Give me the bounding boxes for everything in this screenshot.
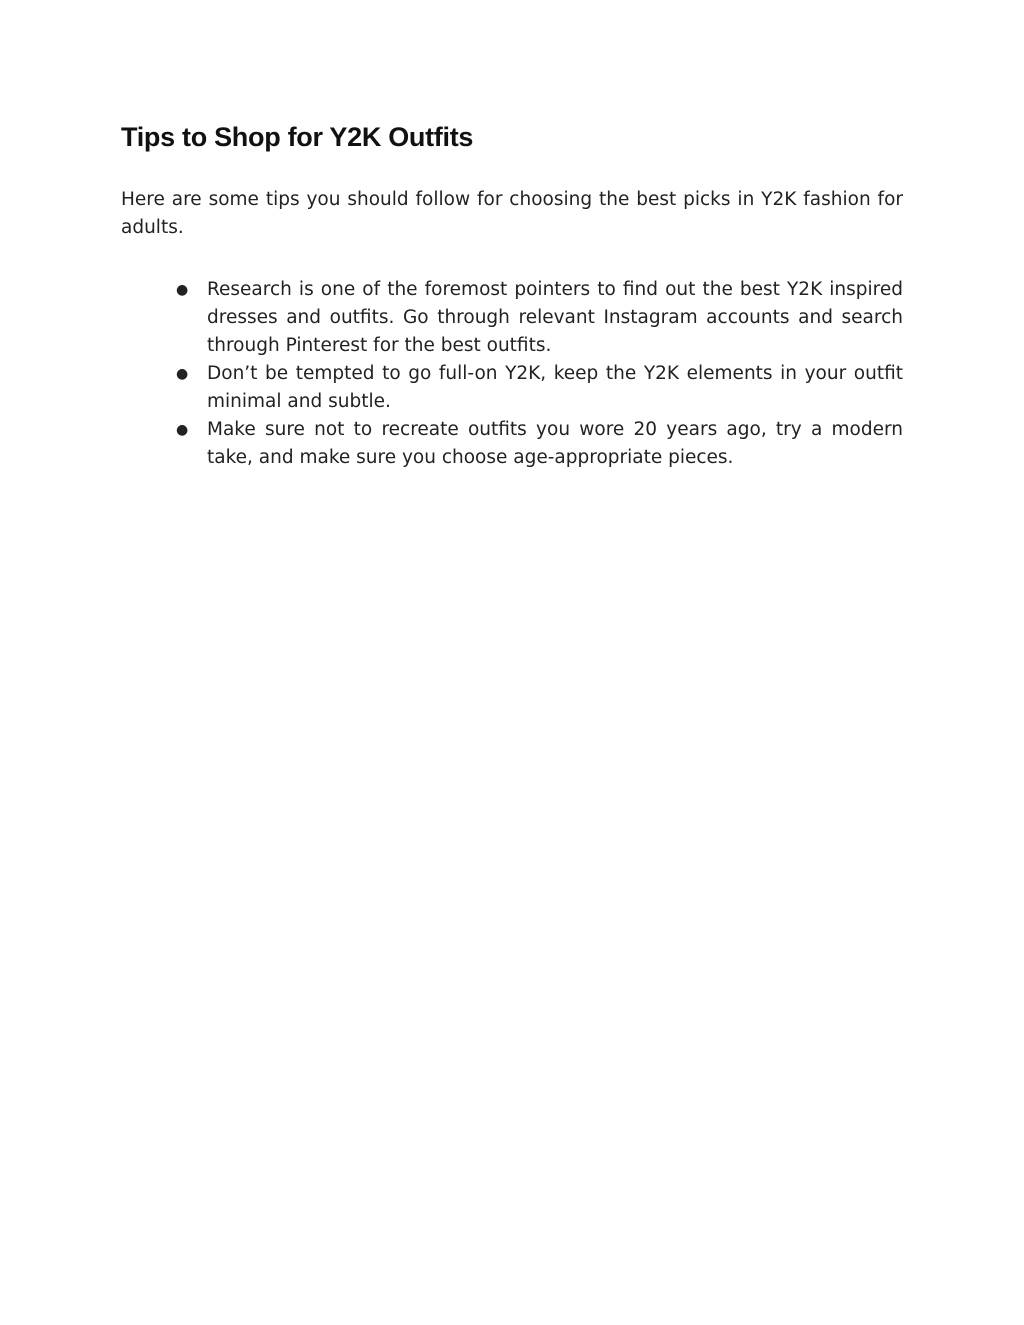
list-item xyxy=(176,276,903,360)
tip-text: Research is one of the foremost pointers to find out the best Y2K inspired dresses and outfits. Go through relevant Instagram accounts and search through Pinterest for the best outfits. xyxy=(207,279,903,356)
bullet-icon: ● xyxy=(176,422,189,438)
list-item xyxy=(176,416,903,472)
tip-text: Make sure not to recreate outfits you wore 20 years ago, try a modern take, and make sure you choose age-appropriate pieces. xyxy=(207,419,903,468)
page-title: Tips to Shop for Y2K Outfits xyxy=(121,122,474,152)
tip-text: Don’t be tempted to go full-on Y2K, keep the Y2K elements in your outfit minimal and subtle. xyxy=(207,363,903,412)
bullet-icon: ● xyxy=(176,366,189,382)
bullet-icon: ● xyxy=(176,282,189,298)
intro-paragraph: Here are some tips you should follow for choosing the best picks in Y2K fashion for adults. xyxy=(121,189,903,238)
tips-list xyxy=(176,276,903,472)
list-item xyxy=(176,360,903,416)
